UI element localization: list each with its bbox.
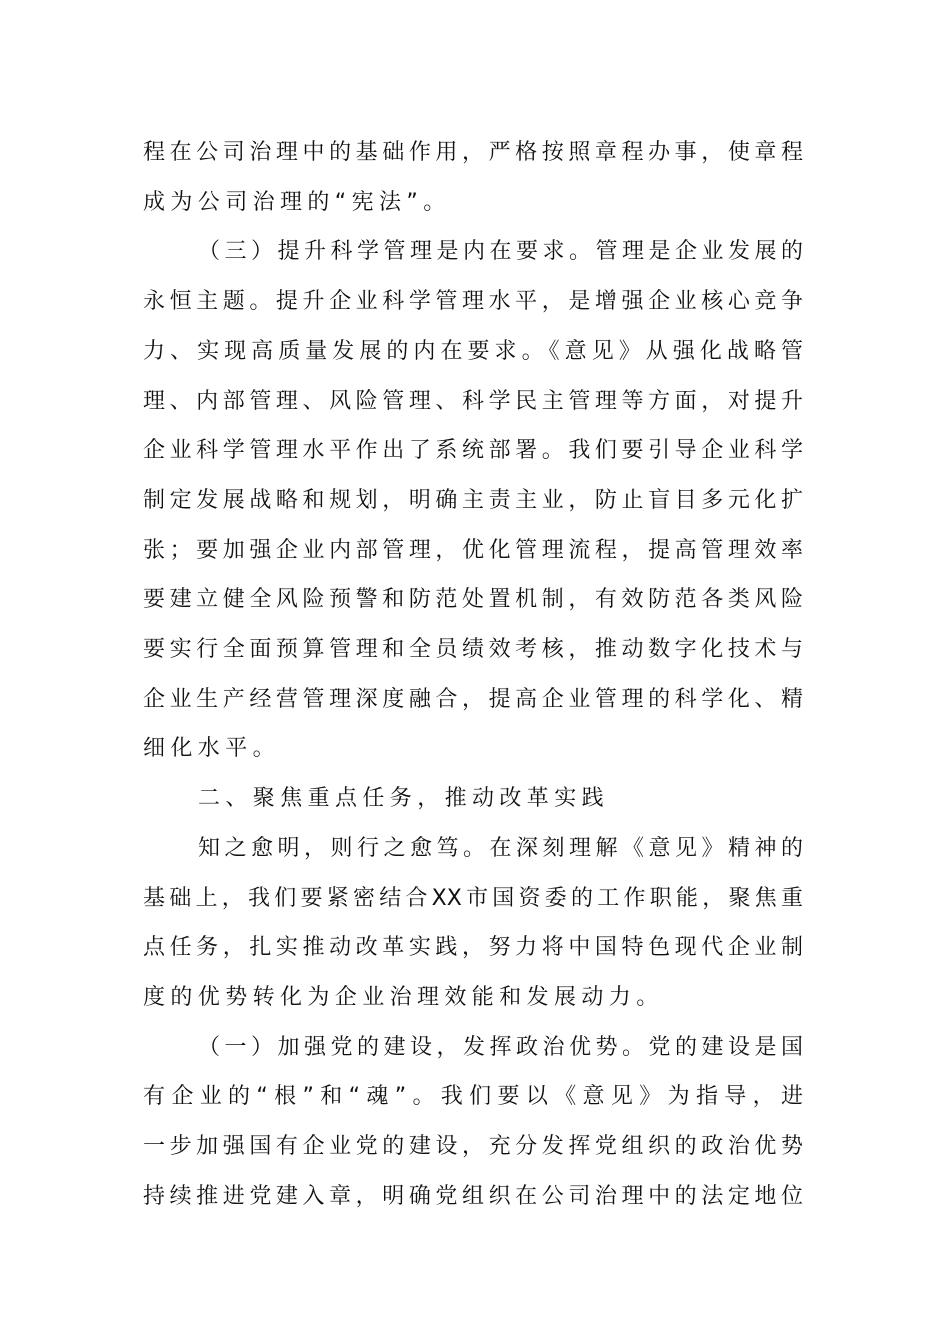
text-line: 程在公司治理中的基础作用，严格按照章程办事，使章程 xyxy=(143,140,803,165)
text-line: 企业生产经营管理深度融合，提高企业管理的科学化、精 xyxy=(143,686,803,712)
text-line: 张；要加强企业内部管理，优化管理流程，提高管理效率 xyxy=(143,537,803,563)
text-line: 理、内部管理、风险管理、科学民主管理等方面，对提升 xyxy=(143,388,803,414)
text-line: 企业科学管理水平作出了系统部署。我们要引导企业科学 xyxy=(143,438,803,464)
text-line: （一）加强党的建设，发挥政治优势。党的建设是国 xyxy=(198,1034,803,1060)
text-line: 力、实现高质量发展的内在要求。《意见》从强化战略管 xyxy=(143,338,803,364)
text-line: 知之愈明，则行之愈笃。在深刻理解《意见》精神的 xyxy=(198,835,803,861)
text-line: 有企业的“根”和“魂”。我们要以《意见》为指导，进 xyxy=(143,1084,803,1110)
text-line: 细化水平。 xyxy=(143,736,281,762)
text-line: 制定发展战略和规划，明确主责主业，防止盲目多元化扩 xyxy=(143,487,803,513)
text-line: 一步加强国有企业党的建设，充分发挥党组织的政治优势 xyxy=(143,1134,803,1159)
text-line: 基础上，我们要紧密结合XX市国资委的工作职能，聚焦重 xyxy=(143,885,803,911)
text-line: 持续推进党建入章，明确党组织在公司治理中的法定地位 xyxy=(143,1183,803,1209)
text-line: 度的优势转化为企业治理效能和发展动力。 xyxy=(143,984,664,1010)
text-line: 要建立健全风险预警和防范处置机制，有效防范各类风险 xyxy=(143,587,803,613)
text-line: （三）提升科学管理是内在要求。管理是企业发展的 xyxy=(198,239,803,265)
text-line: 二、聚焦重点任务，推动改革实践 xyxy=(198,786,610,812)
text-line: 要实行全面预算管理和全员绩效考核，推动数字化技术与 xyxy=(143,637,803,662)
text-line: 成为公司治理的“宪法”。 xyxy=(143,189,451,215)
text-line: 点任务，扎实推动改革实践，努力将中国特色现代企业制 xyxy=(143,935,803,961)
text-line: 永恒主题。提升企业科学管理水平，是增强企业核心竞争 xyxy=(143,289,803,315)
